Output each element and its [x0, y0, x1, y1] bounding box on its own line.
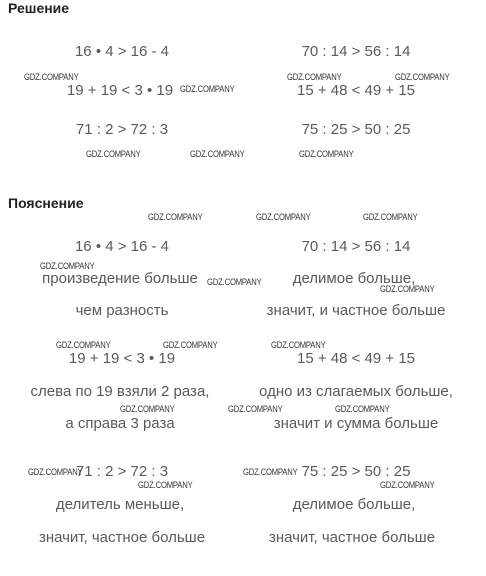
explanation-line: 70 : 14 > 56 : 14	[301, 238, 411, 255]
explanation-heading: Пояснение	[8, 195, 84, 211]
watermark: GDZ.COMPANY	[163, 340, 218, 350]
explanation-line: произведение больше	[42, 270, 198, 287]
explanation-line: 19 + 19 < 3 • 19	[68, 350, 176, 367]
watermark: GDZ.COMPANY	[138, 480, 193, 490]
watermark: GDZ.COMPANY	[380, 284, 435, 294]
watermark: GDZ.COMPANY	[395, 72, 450, 82]
watermark: GDZ.COMPANY	[28, 467, 83, 477]
explanation-line: 71 : 2 > 72 : 3	[75, 463, 169, 480]
solution-line: 16 • 4 > 16 - 4	[74, 43, 170, 60]
explanation-line: значит, частное больше	[268, 529, 436, 546]
watermark: GDZ.COMPANY	[243, 467, 298, 477]
explanation-line: делимое больше,	[292, 270, 416, 287]
watermark: GDZ.COMPANY	[207, 277, 262, 287]
explanation-line: слева по 19 взяли 2 раза,	[30, 383, 210, 400]
solution-line: 71 : 2 > 72 : 3	[75, 121, 169, 138]
explanation-line: значит и сумма больше	[273, 415, 439, 432]
watermark: GDZ.COMPANY	[363, 212, 418, 222]
explanation-line: 75 : 25 > 50 : 25	[301, 463, 411, 480]
watermark: GDZ.COMPANY	[299, 149, 354, 159]
explanation-line: делимое больше,	[292, 496, 416, 513]
watermark: GDZ.COMPANY	[56, 340, 111, 350]
explanation-line: чем разность	[75, 302, 169, 319]
explanation-line: 16 • 4 > 16 - 4	[74, 238, 170, 255]
watermark: GDZ.COMPANY	[40, 261, 95, 271]
explanation-line: значит, и частное больше	[266, 302, 446, 319]
explanation-line: делитель меньше,	[55, 496, 185, 513]
explanation-line: одно из слагаемых больше,	[259, 383, 453, 400]
watermark: GDZ.COMPANY	[24, 72, 79, 82]
explanation-line: а справа 3 раза	[65, 415, 175, 432]
watermark: GDZ.COMPANY	[86, 149, 141, 159]
watermark: GDZ.COMPANY	[287, 72, 342, 82]
solution-line: 70 : 14 > 56 : 14	[301, 43, 411, 60]
watermark: GDZ.COMPANY	[120, 404, 175, 414]
explanation-line: 15 + 48 < 49 + 15	[296, 350, 416, 367]
watermark: GDZ.COMPANY	[228, 404, 283, 414]
explanation-line: значит, частное больше	[38, 529, 206, 546]
watermark: GDZ.COMPANY	[180, 84, 235, 94]
watermark: GDZ.COMPANY	[148, 212, 203, 222]
watermark: GDZ.COMPANY	[190, 149, 245, 159]
solution-line: 19 + 19 < 3 • 19	[66, 82, 174, 99]
watermark: GDZ.COMPANY	[380, 480, 435, 490]
solution-heading: Решение	[8, 0, 70, 16]
solution-line: 15 + 48 < 49 + 15	[296, 82, 416, 99]
solution-line: 75 : 25 > 50 : 25	[301, 121, 411, 138]
watermark: GDZ.COMPANY	[335, 404, 390, 414]
watermark: GDZ.COMPANY	[271, 340, 326, 350]
watermark: GDZ.COMPANY	[256, 212, 311, 222]
